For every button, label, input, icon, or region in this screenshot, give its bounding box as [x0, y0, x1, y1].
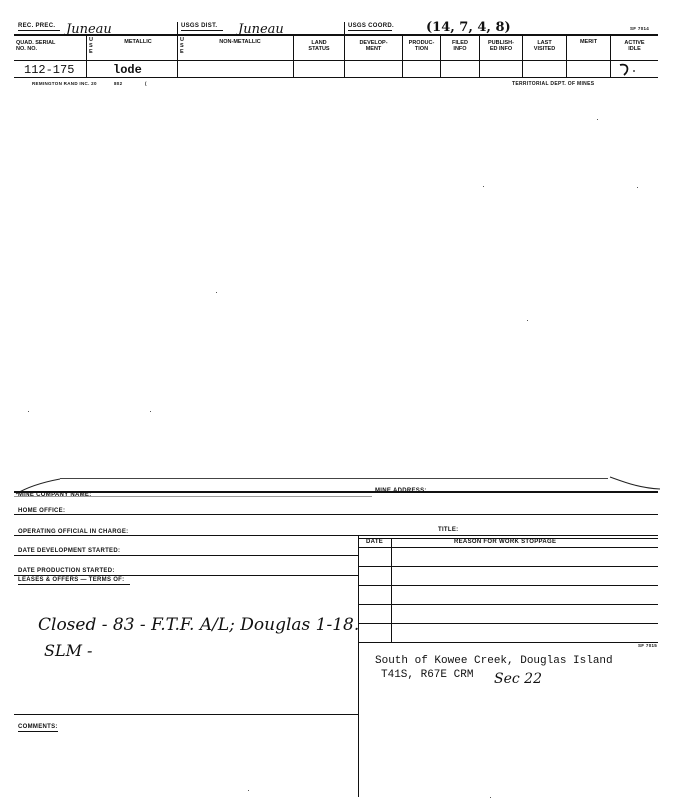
col-use-2: U S E: [180, 37, 184, 55]
label-underline: [18, 30, 60, 31]
bottom-card-rule: [358, 566, 658, 567]
top-footer-right: TERRITORIAL DEPT. OF MINES: [512, 81, 595, 87]
comments-label: COMMENTS:: [18, 724, 58, 730]
col-metallic: METALLIC: [124, 39, 152, 45]
col-merit: MERIT: [579, 39, 598, 45]
scan-speck: [216, 292, 217, 293]
column-divider: [177, 34, 178, 77]
col-non-metallic: NON-METALLIC: [219, 39, 261, 45]
reason-header: REASON FOR WORK STOPPAGE: [454, 539, 557, 545]
col-production: PRODUC- TION: [408, 40, 435, 52]
typed-location-line2: T41S, R67E CRM: [381, 669, 474, 681]
date-dev-label: DATE DEVELOPMENT STARTED:: [18, 548, 121, 554]
bottom-card-rule: [14, 496, 372, 497]
mine-company-label: MINE COMPANY NAME:: [18, 492, 92, 498]
bottom-card-rule: [14, 491, 658, 493]
usgs-coord-value: (14, 7, 4, 8): [426, 20, 511, 35]
top-footer-left: REMINGTON RAND INC. 20: [32, 81, 97, 86]
bottom-card-divider: [391, 538, 392, 642]
scan-speck: [597, 119, 598, 120]
leases-label: LEASES & OFFERS — TERMS OF:: [18, 577, 125, 583]
label-underline: [18, 731, 58, 732]
scan-speck: [28, 411, 29, 412]
label-underline: [181, 30, 223, 31]
title-label: TITLE:: [438, 527, 459, 533]
label-underline: [18, 584, 130, 585]
bottom-card-rule: [14, 575, 358, 576]
usgs-dist-label: USGS DIST.: [181, 23, 218, 29]
home-office-label: HOME OFFICE:: [18, 508, 66, 514]
bottom-card-rule: [14, 535, 658, 536]
label-underline: [348, 30, 392, 31]
scan-speck: [248, 790, 249, 791]
entry-serial: 112-175: [24, 63, 75, 77]
col-use-1: U S E: [89, 37, 93, 55]
col-land-status: LAND STATUS: [308, 40, 330, 52]
top-form-code: SF 7014: [630, 26, 650, 31]
bottom-form-code: SF 7015: [638, 643, 658, 648]
usgs-dist-value: Juneau: [238, 22, 284, 37]
scan-speck: [527, 320, 528, 321]
bottom-card-rule: [358, 547, 658, 548]
top-footer-mark: (: [145, 81, 147, 86]
bottom-card-rule: [358, 604, 658, 605]
typed-location-line1: South of Kowee Creek, Douglas Island: [375, 655, 613, 667]
handwritten-notes-line1: Closed - 83 - F.T.F. A/L; Douglas 1-18.: [38, 615, 360, 635]
usgs-coord-label: USGS COORD.: [348, 23, 394, 29]
scan-speck: [490, 797, 491, 798]
col-filed-info: FILED INFO: [452, 40, 468, 52]
scan-speck: [150, 411, 151, 412]
bottom-card-rule: [358, 623, 658, 624]
rec-prec-label: REC. PREC.: [18, 23, 56, 29]
date-header: DATE: [366, 539, 384, 545]
bottom-card-rule: [14, 514, 658, 515]
top-card-rule: [14, 60, 658, 61]
bottom-card-rule: [14, 714, 358, 715]
bottom-card-divider: [358, 535, 359, 797]
bottom-card-rule: [358, 585, 658, 586]
top-card-rule: [14, 77, 658, 78]
col-quad-serial: QUAD. SERIAL NO. NO.: [16, 40, 56, 52]
col-published-info: PUBLISH- ED INFO: [488, 40, 514, 52]
column-divider: [86, 34, 87, 77]
handwritten-section: Sec 22: [494, 671, 542, 687]
col-active-idle: ACTIVE IDLE: [624, 40, 645, 52]
bottom-card-rule: [358, 642, 658, 643]
scan-speck: [637, 187, 638, 188]
bottom-card-rule: [14, 555, 358, 556]
col-development: DEVELOP- MENT: [359, 40, 388, 52]
active-idle-check-mark: [616, 62, 640, 78]
operating-official-label: OPERATING OFFICIAL IN CHARGE:: [18, 529, 129, 535]
col-last-visited: LAST VISITED: [533, 40, 556, 52]
handwritten-notes-line2: SLM -: [44, 641, 93, 660]
scan-speck: [483, 186, 484, 187]
date-prod-label: DATE PRODUCTION STARTED:: [18, 568, 115, 574]
entry-metallic: lode: [113, 63, 142, 77]
mine-address-label: MINE ADDRESS:: [375, 488, 427, 494]
top-footer-code: 802: [114, 81, 123, 86]
card-curl: [14, 474, 664, 498]
rec-prec-value: Juneau: [66, 22, 112, 37]
